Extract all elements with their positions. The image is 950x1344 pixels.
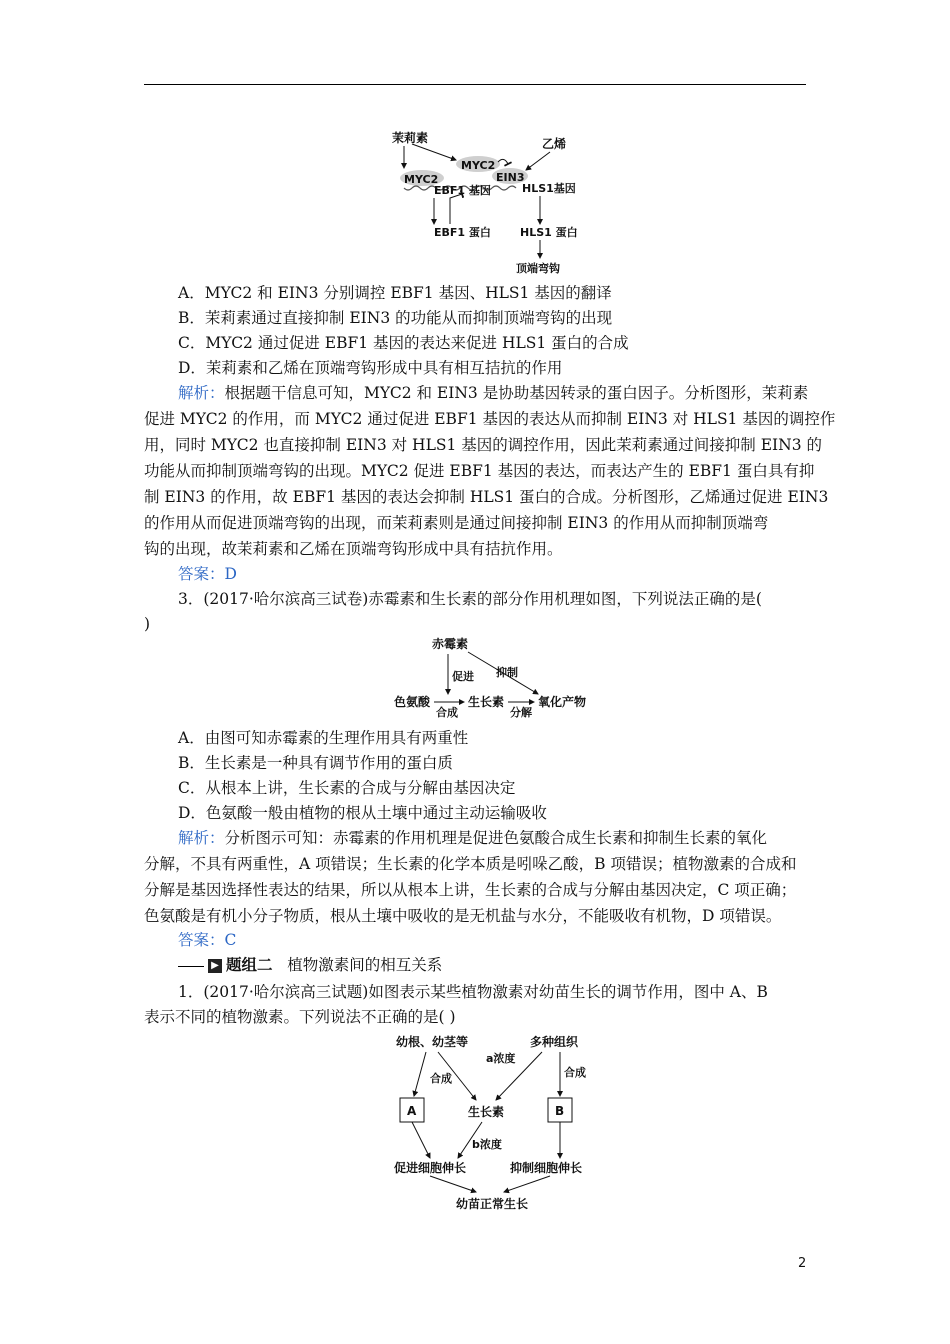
label-synthesis-left: 合成 (430, 1072, 452, 1085)
section-title: 题组二 (226, 955, 273, 974)
q2-option-c: C．MYC2 通过促进 EBF1 基因的表达来促进 HLS1 蛋白的合成 (178, 334, 629, 352)
q2-analysis-line-1: 解析：根据题干信息可知，MYC2 和 EIN3 是协助基因转录的蛋白因子。分析图形，茉莉素 (178, 384, 809, 402)
label-auxin: 生长素 (468, 695, 505, 709)
label-normal-growth: 幼苗正常生长 (456, 1197, 529, 1211)
header-rule (144, 84, 806, 85)
label-inhibit-elongation: 抑制细胞伸长 (510, 1161, 583, 1175)
q3-stem-line-2: ) (144, 615, 151, 633)
q3-option-d: D．色氨酸一般由植物的根从土壤中通过主动运输吸收 (178, 804, 547, 822)
figure-jasmonate-ethylene (390, 128, 600, 278)
label-jasmonate: 茉莉素 (392, 131, 429, 145)
label-box-a: A (407, 1104, 417, 1118)
q3-option-a: A．由图可知赤霉素的生理作用具有两重性 (178, 729, 469, 747)
label-myc2-left: MYC2 (404, 173, 439, 186)
q1b-stem-line-2: 表示不同的植物激素。下列说法不正确的是( ) (144, 1008, 456, 1026)
figure-hormone-network (390, 1030, 610, 1215)
q3-analysis-line-4: 色氨酸是有机小分子物质，根从土壤中吸收的是无机盐与水分，不能吸收有机物，D 项错误。 (144, 907, 782, 925)
q2-analysis-line-2: 促进 MYC2 的作用，而 MYC2 通过促进 EBF1 基因的表达从而抑制 EIN3 对 HLS1 基因的调控作 (144, 410, 836, 428)
label-synthesis: 合成 (436, 706, 458, 719)
label-ebf1-protein: EBF1 蛋白 (434, 226, 491, 239)
q2-analysis-line-3: 用，同时 MYC2 也直接抑制 EIN3 对 HLS1 基因的调控作用，因此茉莉素通过间接抑制 EIN3 的 (144, 436, 822, 454)
label-oxidation-product: 氧化产物 (538, 695, 587, 709)
label-many-tissues: 多种组织 (530, 1035, 579, 1049)
label-promote: 促进 (452, 670, 474, 683)
label-tryptophan: 色氨酸 (394, 695, 431, 709)
label-young-root-stem: 幼根、幼茎等 (396, 1035, 469, 1049)
label-hls1-gene: HLS1基因 (522, 182, 576, 195)
label-ebf1-gene: EBF1 基因 (434, 184, 491, 197)
q2-option-b: B．茉莉素通过直接抑制 EIN3 的功能从而抑制顶端弯钩的出现 (178, 309, 613, 327)
q2-option-d: D．茉莉素和乙烯在顶端弯钩形成中具有相互拮抗的作用 (178, 359, 563, 377)
page-number: 2 (798, 1256, 807, 1271)
label-ethylene: 乙烯 (542, 137, 567, 151)
q3-option-c: C．从根本上讲，生长素的合成与分解由基因决定 (178, 779, 516, 797)
section-subtitle: 植物激素间的相互关系 (287, 956, 443, 974)
label-promote-elongation: 促进细胞伸长 (394, 1161, 467, 1175)
q3-analysis-line-1: 解析：分析图示可知：赤霉素的作用机理是促进色氨酸合成生长素和抑制生长素的氧化 (178, 829, 768, 847)
q2-analysis-line-7: 钩的出现，故茉莉素和乙烯在顶端弯钩形成中具有拮抗作用。 (144, 540, 563, 558)
q3-analysis-label: 解析： (178, 829, 225, 847)
q2-analysis-line-6: 的作用从而促进顶端弯钩的出现，而茉莉素则是通过间接抑制 EIN3 的作用从而抑制顶端弯 (144, 514, 769, 532)
q2-answer: 答案：D (178, 565, 237, 583)
label-inhibit: 抑制 (496, 666, 518, 679)
label-hls1-protein: HLS1 蛋白 (520, 226, 578, 239)
label-auxin: 生长素 (468, 1105, 505, 1119)
q2-analysis-line-4: 功能从而抑制顶端弯钩的出现。MYC2 促进 EBF1 基因的表达，而表达产生的 EBF1 蛋白具有抑 (144, 462, 815, 480)
label-myc2-top: MYC2 (461, 159, 496, 172)
q3-answer: 答案：C (178, 931, 237, 949)
q2-analysis-line-5: 制 EIN3 的作用，故 EBF1 基因的表达会抑制 HLS1 蛋白的合成。分析图形，乙烯通过促进 EIN3 (144, 488, 829, 506)
q2-analysis-label: 解析： (178, 384, 225, 402)
q3-stem-line-1: 3．(2017·哈尔滨高三试卷)赤霉素和生长素的部分作用机理如图，下列说法正确的是( (178, 590, 762, 608)
label-b-concentration: b浓度 (472, 1138, 502, 1151)
figure-gibberellin-auxin (390, 632, 600, 722)
label-box-b: B (555, 1104, 565, 1118)
q2-option-a: A．MYC2 和 EIN3 分别调控 EBF1 基因、HLS1 基因的翻译 (178, 284, 612, 302)
q3-option-b: B．生长素是一种具有调节作用的蛋白质 (178, 754, 453, 772)
section-heading (178, 955, 442, 975)
q1b-stem-line-1: 1．(2017·哈尔滨高三试题)如图表示某些植物激素对幼苗生长的调节作用，图中 A、B (178, 983, 768, 1001)
label-gibberellin: 赤霉素 (432, 637, 469, 651)
label-synthesis-right: 合成 (564, 1066, 586, 1079)
label-ein3: EIN3 (496, 171, 525, 184)
section-dash (178, 966, 204, 967)
play-icon: ▶ (208, 959, 222, 973)
label-a-concentration: a浓度 (486, 1052, 516, 1065)
label-apical-hook: 顶端弯钩 (516, 262, 560, 275)
q3-analysis-line-3: 分解是基因选择性表达的结果，所以从根本上讲，生长素的合成与分解由基因决定，C 项正确； (144, 881, 797, 899)
label-decompose: 分解 (510, 706, 532, 719)
q3-analysis-line-2: 分解，不具有两重性，A 项错误；生长素的化学本质是吲哚乙酸，B 项错误；植物激素的合成和 (144, 855, 797, 873)
